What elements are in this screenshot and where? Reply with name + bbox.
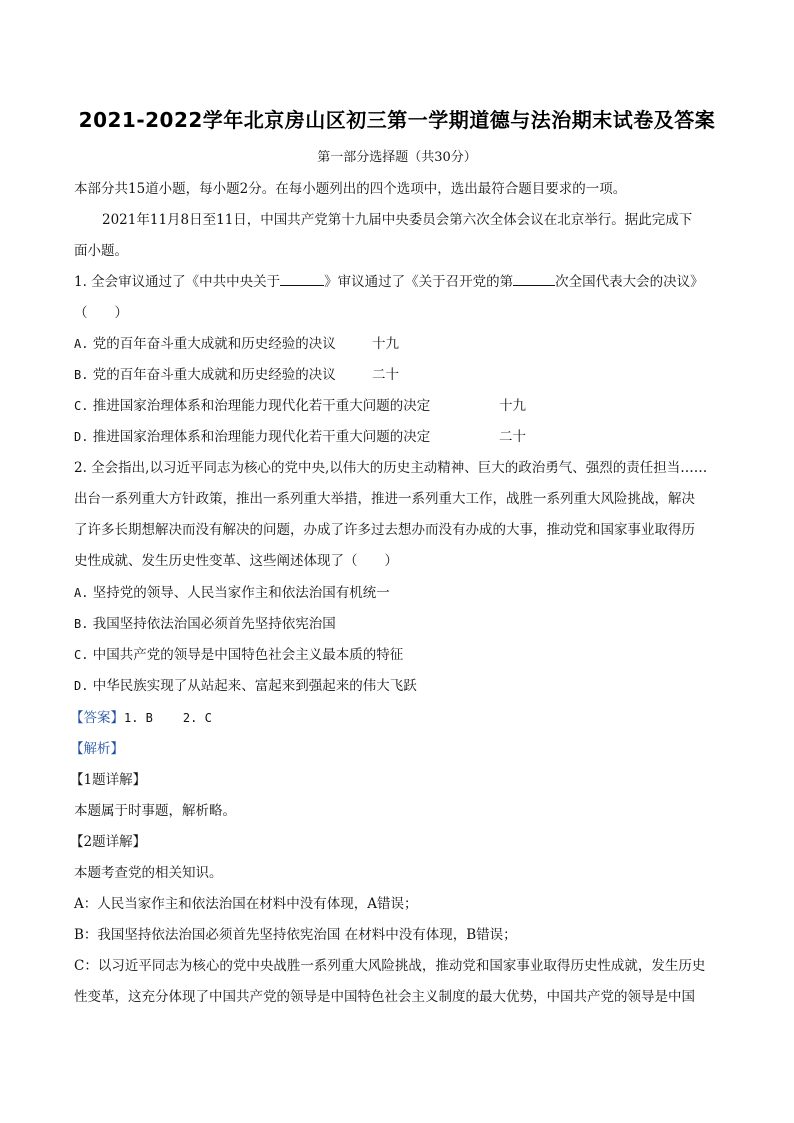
- answer-1: 1. B: [124, 711, 153, 725]
- section-intro: 本部分共15道小题，每小题2分。在每小题列出的四个选项中，选出最符合题目要求的一项。: [74, 181, 627, 197]
- detail-2-c-line-2: 性变革，这充分体现了中国共产党的领导是中国特色社会主义制度的最大优势，中国共产党的领导是中国: [74, 989, 695, 1005]
- option-text: 我国坚持依法治国必须首先坚持依宪治国: [92, 616, 336, 632]
- q2-option-c: [74, 643, 403, 663]
- q1-option-d-extra: 二十: [499, 429, 526, 445]
- question-1-stem-part-c: 次全国代表大会的决议》: [555, 274, 704, 290]
- option-label: C.: [74, 399, 89, 413]
- detail-2-label: 【2题详解】: [70, 834, 147, 850]
- option-text: 推进国家治理体系和治理能力现代化若干重大问题的决定: [92, 429, 431, 445]
- question-1-stem-part-a: 1. 全会审议通过了《中共中央关于: [74, 274, 281, 290]
- q1-option-d: [74, 425, 430, 445]
- detail-2-c-line-1: C：以习近平同志为核心的党中央战胜一系列重大风险挑战，推动党和国家事业取得历史性成就，发生历史: [74, 958, 706, 974]
- option-label: A.: [74, 586, 89, 600]
- section-heading: 第一部分选择题（共30分）: [317, 150, 477, 165]
- option-label: B.: [74, 368, 89, 382]
- q1-option-c: [74, 394, 430, 414]
- option-text: 中华民族实现了从站起来、富起来到强起来的伟大飞跃: [92, 678, 417, 694]
- answer-2: 2. C: [182, 711, 212, 725]
- option-label: A.: [74, 337, 89, 351]
- question-1-stem: [74, 270, 704, 290]
- q2-option-a: [74, 581, 390, 601]
- option-label: D.: [74, 430, 89, 444]
- option-label: B.: [74, 617, 89, 631]
- option-label: D.: [74, 679, 89, 693]
- question-2-line-2: 出台一系列重大方针政策，推出一系列重大举措，推进一系列重大工作，战胜一系列重大风险挑战，解决: [74, 491, 695, 507]
- blank-line: [280, 271, 324, 286]
- q1-option-b-extra: 二十: [372, 367, 399, 383]
- detail-2-text: 本题考查党的相关知识。: [74, 865, 223, 881]
- option-text: 坚持党的领导、人民当家作主和依法治国有机统一: [92, 585, 390, 601]
- analysis-label: 【解析】: [70, 741, 124, 757]
- option-text: 党的百年奋斗重大成就和历史经验的决议: [92, 367, 336, 383]
- context-paragraph-line-1: 2021年11月8日至11日，中国共产党第十九届中央委员会第六次全体会议在北京举行。据此完成下: [102, 212, 693, 228]
- option-text: 中国共产党的领导是中国特色社会主义最本质的特征: [92, 647, 404, 663]
- q2-option-b: [74, 612, 336, 632]
- q1-option-a: [74, 332, 336, 352]
- question-1-paren: （ ）: [74, 305, 128, 321]
- question-2-line-3: 了许多长期想解决而没有解决的问题，办成了许多过去想办而没有办成的大事，推动党和国家事业取得历: [74, 522, 695, 538]
- q1-option-b: [74, 363, 336, 383]
- context-paragraph-line-2: 面小题。: [74, 243, 128, 259]
- detail-1-label: 【1题详解】: [70, 772, 147, 788]
- option-text: 党的百年奋斗重大成就和历史经验的决议: [92, 336, 336, 352]
- option-label: C.: [74, 648, 89, 662]
- question-2-line-4: 史性成就、发生历史性变革、这些阐述体现了（ ）: [74, 553, 398, 569]
- q2-option-d: [74, 674, 417, 694]
- question-1-stem-part-b: 》审议通过了《关于召开党的第: [324, 274, 514, 290]
- answer-line: [70, 706, 212, 726]
- answer-label: 【答案】: [70, 710, 124, 726]
- q1-option-c-extra: 十九: [499, 398, 526, 414]
- detail-1-text: 本题属于时事题，解析略。: [74, 803, 236, 819]
- blank-line: [513, 271, 555, 286]
- q1-option-a-extra: 十九: [372, 336, 399, 352]
- option-text: 推进国家治理体系和治理能力现代化若干重大问题的决定: [92, 398, 431, 414]
- question-2-line-1: 2. 全会指出,以习近平同志为核心的党中央,以伟大的历史主动精神、巨大的政治勇气、强烈的责任担当……: [74, 460, 708, 476]
- document-title: 2021-2022学年北京房山区初三第一学期道德与法治期末试卷及答案: [78, 108, 716, 132]
- detail-2-a: A：人民当家作主和依法治国在材料中没有体现，A错误；: [74, 896, 418, 912]
- detail-2-b: B：我国坚持依法治国必须首先坚持依宪治国 在材料中没有体现，B错误；: [74, 927, 517, 943]
